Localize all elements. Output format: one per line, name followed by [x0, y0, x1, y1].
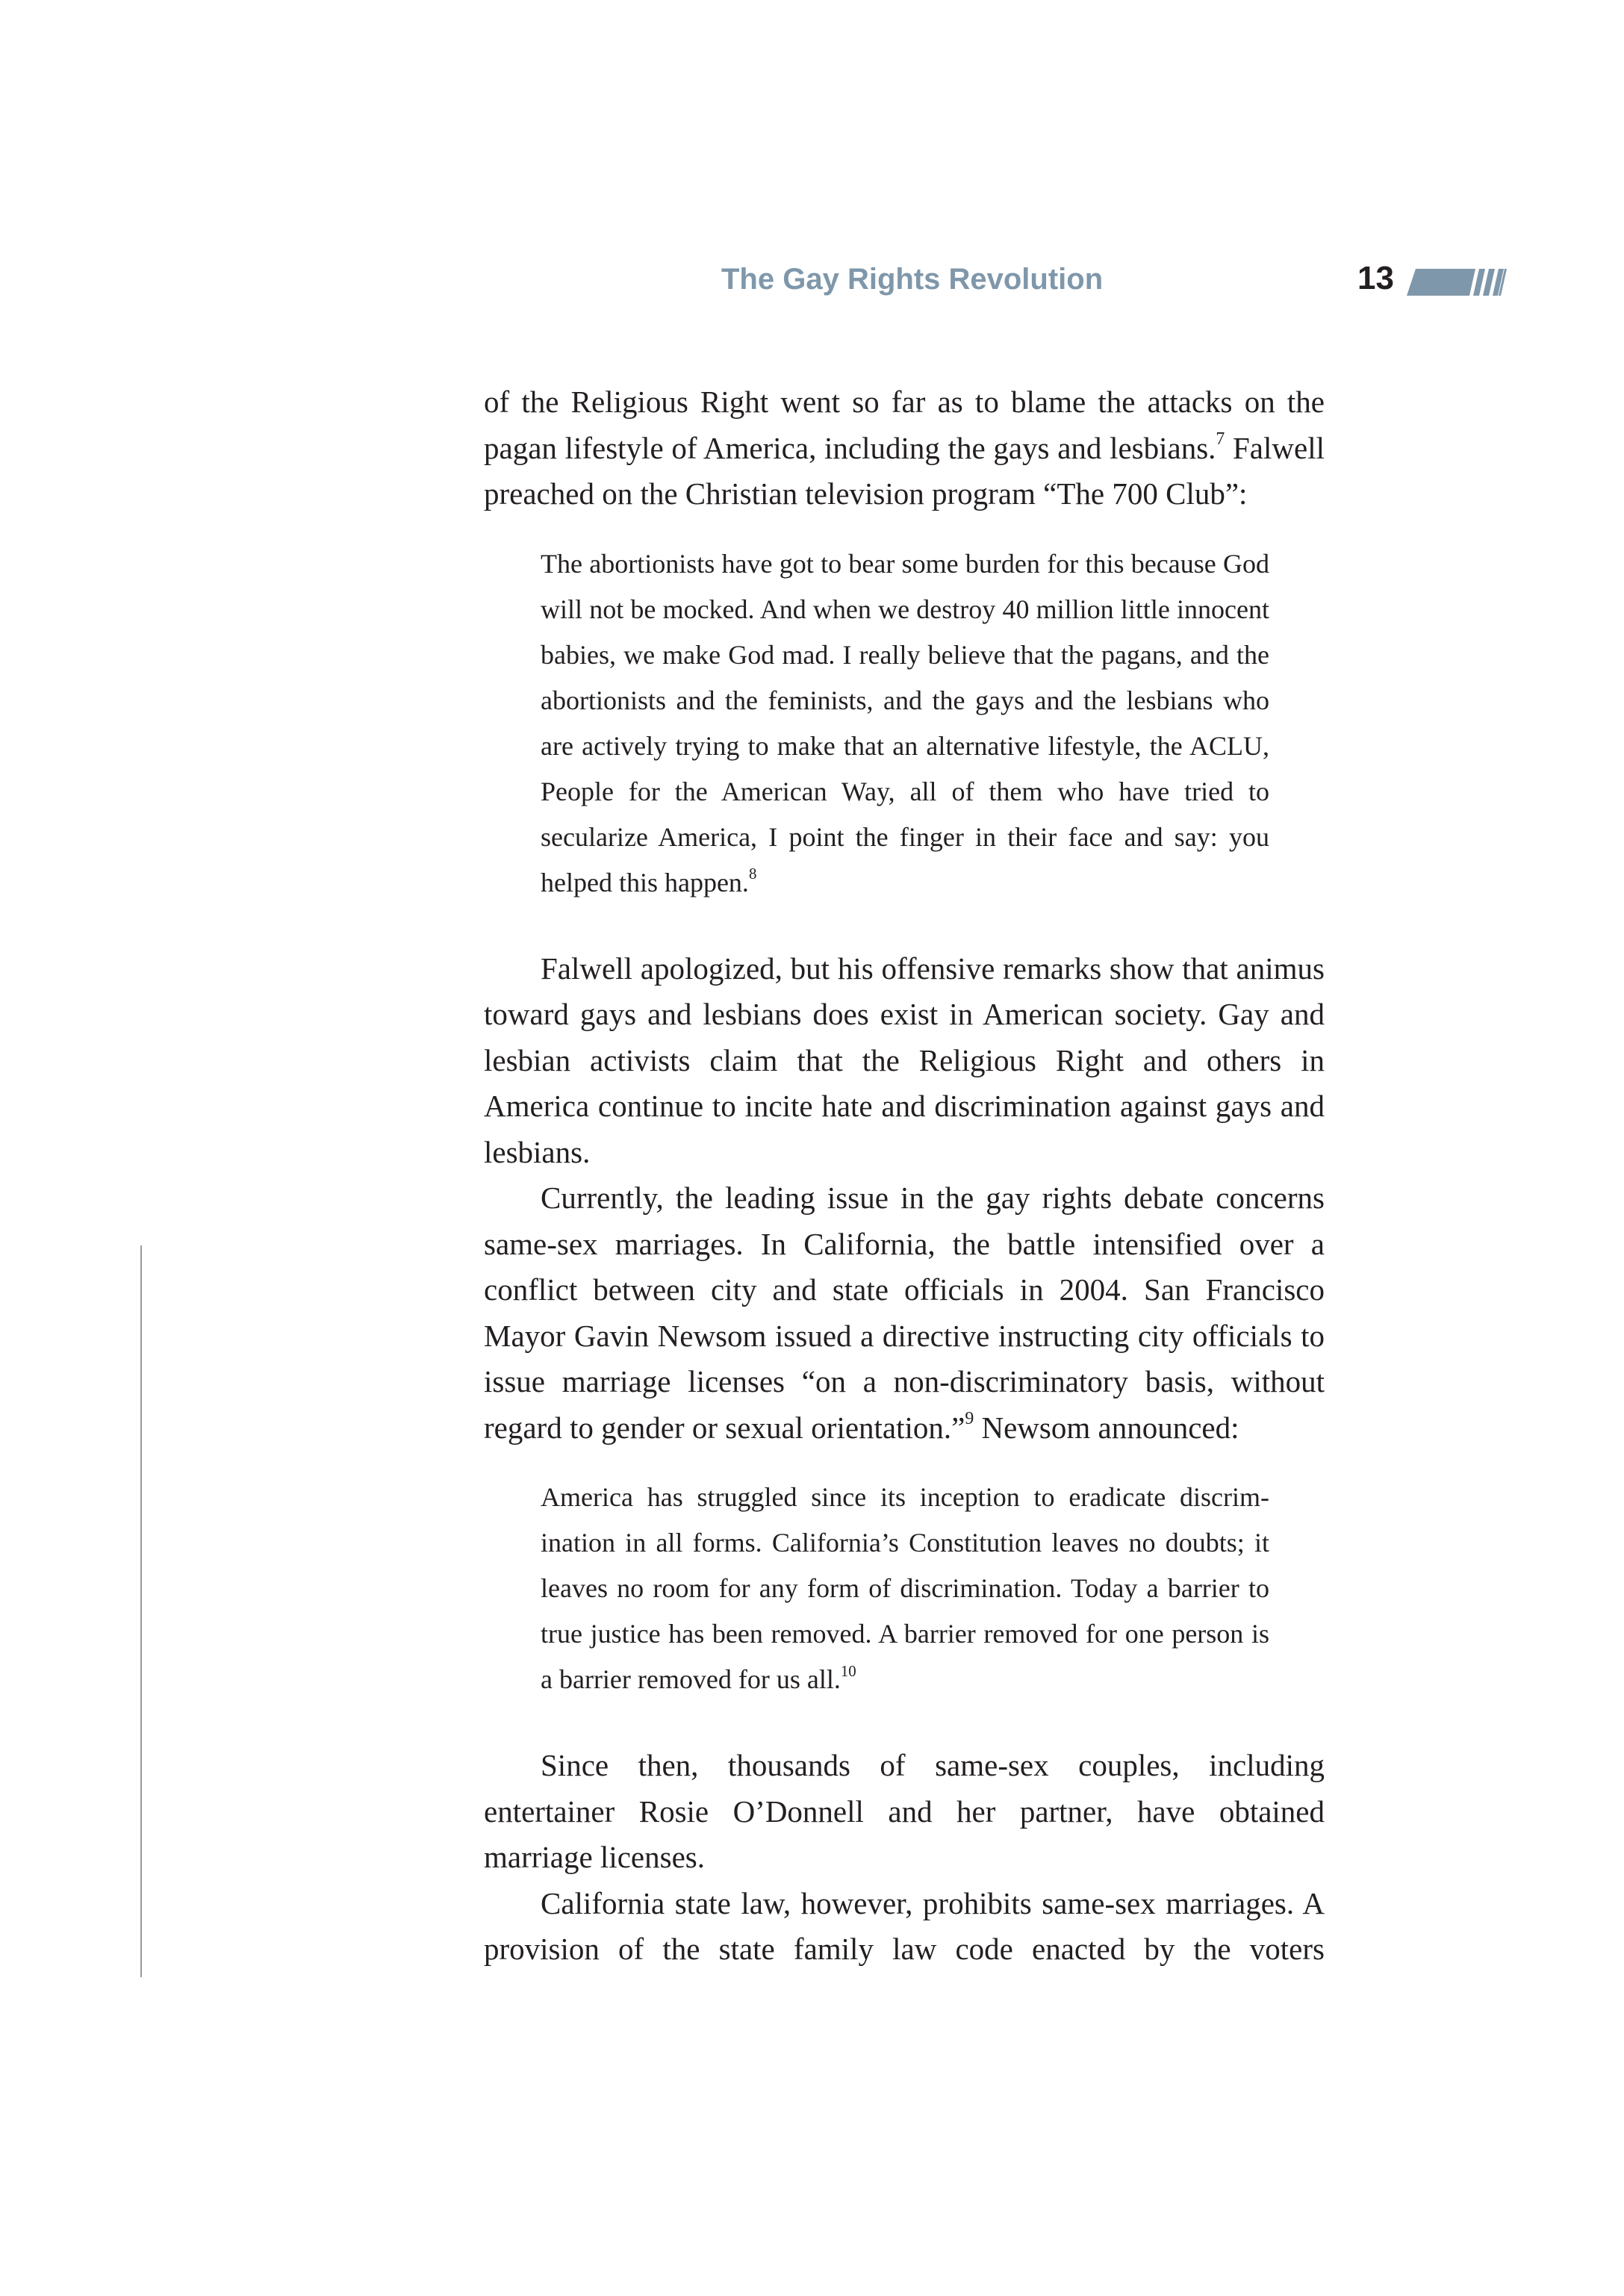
paragraph-1: of the Religious Right went so far as to blame the attacks on the pagan lifestyle of America, including the gays and lesbians.$^7$ Falwell preached on the Christian television program “The 700 Club”:: [484, 385, 1325, 511]
block-quote-newsom: America has struggled since its inception to eradicate discrimination in all forms. California’s Constitution leaves no doubts; it leaves no room for any form of discrimination. Today a barrier to true justice has been removed. A barrier removed for one person is a barrier removed for us all.$^{10}$: [541, 1482, 1269, 1694]
body-text: [484, 379, 1325, 1973]
running-head: [448, 260, 1493, 308]
block-quote-falwell: The abortionists have got to bear some burden for this because God will not be mocked. And when we destroy 40 million little innocent babies, we make God mad. I really believe that the pagans, and the abortionists and the feminists, and the gays and the lesbians who are actively trying to make that an alternative lifestyle, the ACLU, People for the American Way, all of them who have tried to secularize America, I point the finger in their face and say: you helped this happen.$^8$: [541, 548, 1269, 897]
paragraph-3: Currently, the leading issue in the gay rights debate concerns same-sex marriages. In California, the battle intensified over a conflict between city and state officials in 2004. San Francisco Mayor Gavin Newsom issued a directive instructing city officials to issue marriage licenses “on a non-discriminatory basis, without regard to gender or sexual orientation.”$^9$ Newsom announced:: [484, 1180, 1325, 1445]
paragraph-5: California state law, however, prohibits same-sex marriages. A provision of the state family law code enacted by the voters: [484, 1885, 1325, 1966]
footnote-ref-8: 8: [748, 865, 757, 883]
page-number: 13: [1357, 260, 1394, 296]
running-title: The Gay Rights Revolution: [721, 263, 1104, 296]
stripes-icon: [1407, 269, 1507, 296]
footnote-ref-9: 9: [965, 1409, 974, 1429]
footnote-ref-7: 7: [1216, 429, 1225, 449]
paragraph-2: Falwell apologized, but his offensive remarks show that animus toward gays and lesbians does exist in American society. Gay and lesbian activists claim that the Religious Right and others in America continue to incite hate and discrimination against gays and lesbians.: [484, 951, 1325, 1169]
margin-rule: [140, 1245, 142, 1977]
paragraph-4: Since then, thousands of same-sex couples, including entertainer Rosie O’Donnell and her partner, have obtained marriage licenses.: [484, 1748, 1325, 1874]
footnote-ref-10: 10: [840, 1661, 856, 1680]
